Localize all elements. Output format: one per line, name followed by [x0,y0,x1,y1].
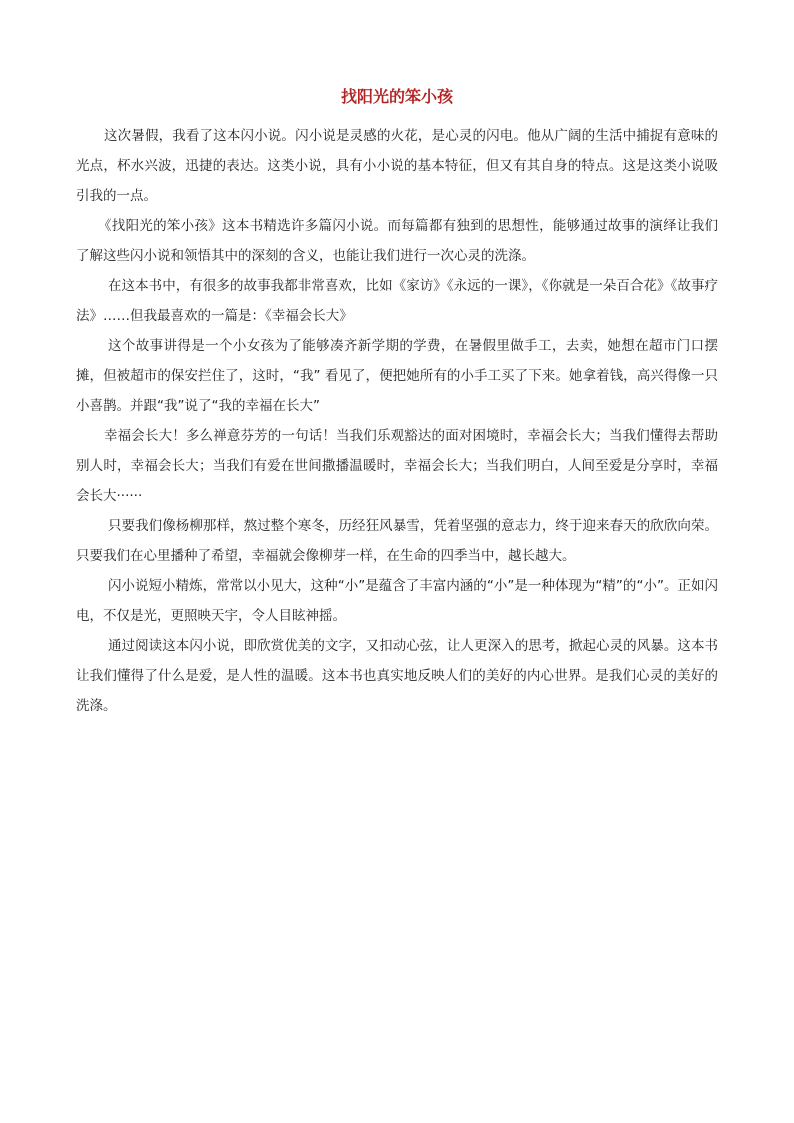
paragraph-2: 《找阳光的笨小孩》这本书精选许多篇闪小说。而每篇都有独到的思想性，能够通过故事的演绎让我们了解这些闪小说和领悟其中的深刻的含义，也能让我们进行一次心灵的洗涤。 [76,218,718,264]
document-page [76,86,718,721]
paragraph-8: 通过阅读这本闪小说，即欣赏优美的文字，又扣动心弦，让人更深入的思考，掀起心灵的风暴。这本书让我们懂得了什么是爱，是人性的温暖。这本书也真实地反映人们的美好的内心世界。是我们心灵的美好的洗涤。 [76,638,718,714]
paragraph-5: 幸福会长大！多么禅意芬芳的一句话！当我们乐观豁达的面对困境时，幸福会长大；当我们懂得去帮助别人时，幸福会长大；当我们有爱在世间撒播温暖时，幸福会长大；当我们明白，人间至爱是分享时，幸福会长大······ [76,428,718,504]
document-title: 找阳光的笨小孩 [340,87,453,106]
paragraph-3: 在这本书中，有很多的故事我都非常喜欢，比如《家访》《永远的一课》，《你就是一朵百合花》《故事疗法》……但我最喜欢的一篇是：《幸福会长大》 [76,278,718,324]
paragraph-7: 闪小说短小精炼，常常以小见大，这种“小”是蕴含了丰富内涵的“小”是一种体现为“精”的“小”。正如闪电，不仅是光，更照映天宇，令人目眩神摇。 [76,578,718,624]
paragraph-4: 这个故事讲得是一个小女孩为了能够凑齐新学期的学费，在暑假里做手工，去卖，她想在超市门口摆摊，但被超市的保安拦住了，这时，“我” 看见了，便把她所有的小手工买了下来。她拿着钱，高兴得像一只小喜鹊。并跟“我”说了“我的幸福在长大” [76,338,718,414]
paragraph-6: 只要我们像杨柳那样，熬过整个寒冬，历经狂风暴雪，凭着坚强的意志力，终于迎来春天的欣欣向荣。只要我们在心里播种了希望，幸福就会像柳芽一样，在生命的四季当中，越长越大。 [76,518,718,564]
paragraph-1: 这次暑假，我看了这本闪小说。闪小说是灵感的火花，是心灵的闪电。他从广阔的生活中捕捉有意味的光点，杯水兴波，迅捷的表达。这类小说，具有小小说的基本特征，但又有其自身的特点。这是这类小说吸引我的一点。 [76,128,718,204]
